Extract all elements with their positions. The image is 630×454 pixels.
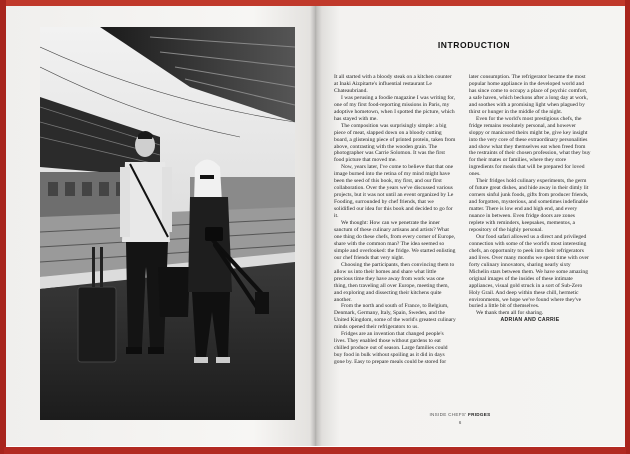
paragraph: We thank them all for sharing. [476, 310, 544, 317]
paragraph: I was perusing a foodie magazine I was writing for, one of my first food-reporting missions in Paris, my adoptive hometown, when I spotted the picture, which has stayed with me. [334, 94, 456, 122]
cover-edge-bottom [4, 447, 626, 454]
paragraph: The composition was surprisingly simple: a big piece of meat, slapped down on a bloody cutting board, a glistening piece of printed protein, taken from above, contrasting with the wooden grain. The photographer was Carrie Solomon. It was the first food picture that moved me. [334, 122, 456, 164]
paragraph: We thought: How can we penetrate the inner sanctum of these culinary artisans and artists? What one thing do these chefs, from every corner of Europe, share with the common man? The idea seemed so simple and overlooked: the fridge. We started enlisting our chef friends that very night. [334, 220, 456, 261]
book-gutter [310, 6, 322, 446]
paragraph: later consumption. The refrigerator became the most popular home appliance in the developed world and has since come to occupy a place of psychic comfort, a safe haven, which beckons after a long day at work, and soothes with a promising light when plagued by thirst or hunger in the middle of the night. [469, 74, 588, 115]
paragraph: It all started with a bloody steak on a kitchen counter at Inaki Aizpitarte's influential restaurant Le Chateaubriand. [334, 74, 452, 94]
page-number: 6 [458, 420, 462, 425]
footer-title: FRIDGES [468, 412, 491, 417]
cover-edge-right [625, 0, 630, 454]
text-column-left [334, 74, 456, 366]
page-heading: INTRODUCTION [437, 40, 511, 50]
footer-prefix: INSIDE CHEFS' [429, 412, 467, 417]
paragraph: Their fridges hold culinary experiments, the germ of future great dishes, and hide away in their dimly lit corners sinful junk foods, gifts from producer friends, and forgotten, mysterious, and sometimes indefinable matter. There is low end and high end, and every nuance in between. Even fridge doors are zones replete with reminders, keepsakes, mementos, a repository of the highly personal. [469, 178, 589, 233]
paragraph: Now, years later, I've come to believe that that one image burned into the retina of my mind might have been the seed of this book, my first, and our first collaboration. Over the years we've discussed various projects, but it was not until an event organized by Le Fooding, surrounded by chef friends, that we solidified our idea for this book and decided to go for it. [334, 164, 454, 220]
paragraph: Choosing the participants, then convincing them to allow us into their homes and share what little precious time they have away from work was one thing, then traveling all over Europe, meeting them, and exploring and dissecting their kitchens quite another. [334, 261, 455, 303]
paragraph: Our food safari allowed us a direct and privileged connection with some of the world's most interesting chefs, an opportunity to peek into their refrigerators and lives. Over many months we spent time with over forty culinary innovators, sharing nearly sixty Michelin stars between them. We have some amazing original images of the insides of these intimate appliances, visual gold struck in a sort of Sub-Zero Holy Grail. And deep within these chill, hermetic environments, we hope we've found where they've buried a little bit of themselves. [469, 233, 589, 310]
author-signature: ADRIAN AND CARRIE [500, 317, 560, 324]
paragraph: Even for the world's most prestigious chefs, the fridge remains resolutely personal, and however sloppy or manicured theirs might be, give key insight into the very core of these extraordinary personalities and show what they themselves eat when freed from the restraints of their chosen profession, what they buy for their mates or families, where they store ingredients for meals that will be prepared for loved ones. [469, 115, 591, 178]
running-footer [400, 412, 520, 417]
paragraph: Fridges are an invention that changed people's lives. They enabled those without gardens to eat chilled produce out of season. Large families could buy food in bulk without spoiling as it did in days gone by. Easy to prepare meals could be stored for [334, 331, 448, 366]
text-column-right [469, 74, 591, 324]
station-photograph [40, 27, 295, 420]
paragraph: From the north and south of France, to Belgium, Denmark, Germany, Italy, Spain, Sweden, and the United Kingdom, some of the world's greatest culinary minds opened their refrigerators to us. [334, 303, 456, 331]
